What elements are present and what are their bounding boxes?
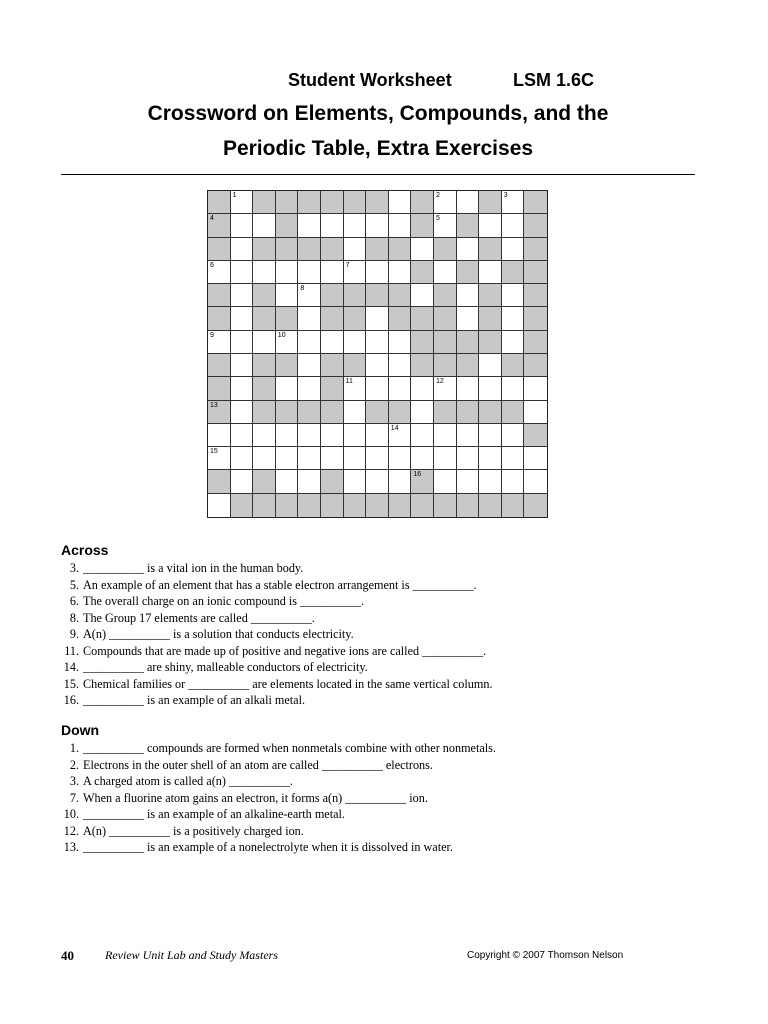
crossword-block-cell	[434, 401, 457, 424]
crossword-answer-cell[interactable]	[366, 470, 389, 493]
clue-item-text: Electrons in the outer shell of an atom are called __________ electrons.	[83, 757, 433, 772]
crossword-block-cell	[276, 354, 299, 377]
crossword-answer-cell[interactable]	[389, 470, 412, 493]
crossword-answer-cell[interactable]	[411, 447, 434, 470]
crossword-answer-cell[interactable]	[231, 401, 254, 424]
crossword-answer-cell[interactable]	[321, 331, 344, 354]
crossword-answer-cell[interactable]	[457, 377, 480, 400]
crossword-block-cell	[276, 494, 299, 517]
clue-item-number: 14.	[63, 660, 79, 674]
crossword-answer-cell[interactable]	[502, 424, 525, 447]
crossword-block-cell	[276, 191, 299, 214]
crossword-answer-cell[interactable]	[457, 191, 480, 214]
crossword-block-cell	[411, 191, 434, 214]
clue-number: 11	[345, 378, 353, 386]
crossword-answer-cell[interactable]	[366, 377, 389, 400]
clue-item	[61, 626, 701, 643]
crossword-block-cell	[321, 377, 344, 400]
clue-item-text: The Group 17 elements are called __________.	[83, 610, 315, 625]
crossword-block-cell	[298, 401, 321, 424]
crossword-answer-cell[interactable]	[411, 424, 434, 447]
crossword-answer-cell[interactable]	[457, 470, 480, 493]
clue-number: 14	[390, 424, 399, 432]
crossword-answer-cell[interactable]	[411, 238, 434, 261]
page-number: 40	[61, 948, 74, 963]
across-heading: Across	[61, 542, 109, 558]
crossword-answer-cell[interactable]	[502, 284, 525, 307]
crossword-answer-cell[interactable]	[344, 470, 367, 493]
crossword-block-cell	[524, 331, 547, 354]
crossword-block-cell	[298, 191, 321, 214]
crossword-block-cell	[411, 214, 434, 237]
crossword-answer-cell[interactable]	[298, 331, 321, 354]
crossword-answer-cell[interactable]	[253, 424, 276, 447]
crossword-block-cell	[344, 191, 367, 214]
crossword-answer-cell[interactable]	[231, 238, 254, 261]
crossword-block-cell	[344, 494, 367, 517]
crossword-block-cell	[434, 494, 457, 517]
clue-item-text: An example of an element that has a stable electron arrangement is __________.	[83, 577, 477, 592]
crossword-block-cell	[366, 494, 389, 517]
crossword-answer-cell[interactable]	[457, 424, 480, 447]
crossword-answer-cell[interactable]	[298, 261, 321, 284]
crossword-answer-cell[interactable]	[344, 377, 367, 400]
crossword-answer-cell[interactable]	[502, 191, 525, 214]
clue-item	[61, 790, 701, 807]
clue-item-text: __________ is an example of an alkali metal.	[83, 693, 306, 707]
crossword-answer-cell[interactable]	[231, 377, 254, 400]
crossword-block-cell	[253, 401, 276, 424]
clue-item	[61, 560, 701, 577]
lesson-code: LSM 1.6C	[513, 70, 595, 90]
crossword-answer-cell[interactable]	[457, 238, 480, 261]
crossword-answer-cell[interactable]	[231, 424, 254, 447]
crossword-answer-cell[interactable]	[231, 284, 254, 307]
clue-item-text: __________ are shiny, malleable conductors of electricity.	[83, 660, 368, 674]
crossword-answer-cell[interactable]	[208, 331, 231, 354]
crossword-block-cell	[457, 494, 480, 517]
crossword-block-cell	[434, 331, 457, 354]
crossword-answer-cell[interactable]	[298, 470, 321, 493]
clue-item	[61, 610, 701, 627]
crossword-block-cell	[276, 238, 299, 261]
crossword-answer-cell[interactable]	[502, 470, 525, 493]
crossword-answer-cell[interactable]	[231, 307, 254, 330]
crossword-block-cell	[276, 214, 299, 237]
crossword-block-cell	[321, 238, 344, 261]
crossword-block-cell	[479, 494, 502, 517]
down-clue-list	[61, 740, 701, 856]
crossword-block-cell	[457, 331, 480, 354]
crossword-block-cell	[411, 494, 434, 517]
clue-item-text: A(n) __________ is a positively charged ion.	[83, 823, 304, 838]
crossword-answer-cell[interactable]	[411, 284, 434, 307]
crossword-block-cell	[344, 284, 367, 307]
clue-item-text: A charged atom is called a(n) __________.	[83, 774, 293, 788]
crossword-answer-cell[interactable]	[208, 261, 231, 284]
crossword-block-cell	[208, 470, 231, 493]
clue-item-number: 11.	[64, 643, 79, 658]
crossword-answer-cell[interactable]	[231, 214, 254, 237]
clue-number: 16	[413, 471, 422, 479]
crossword-answer-cell[interactable]	[502, 214, 525, 237]
crossword-answer-cell[interactable]	[366, 354, 389, 377]
crossword-answer-cell[interactable]	[457, 307, 480, 330]
clue-item-number: 9.	[69, 627, 79, 641]
clue-item-number: 5.	[69, 577, 79, 592]
crossword-block-cell	[253, 307, 276, 330]
crossword-answer-cell[interactable]	[479, 214, 502, 237]
crossword-answer-cell[interactable]	[231, 447, 254, 470]
crossword-answer-cell[interactable]	[434, 191, 457, 214]
crossword-answer-cell[interactable]	[457, 447, 480, 470]
crossword-block-cell	[457, 214, 480, 237]
clue-item	[61, 593, 701, 610]
crossword-block-cell	[524, 284, 547, 307]
crossword-answer-cell[interactable]	[344, 214, 367, 237]
clue-item	[61, 643, 701, 660]
clue-item-text: A(n) __________ is a solution that conducts electricity.	[83, 627, 354, 641]
crossword-block-cell	[411, 307, 434, 330]
crossword-block-cell	[276, 307, 299, 330]
clue-item-text: __________ is an example of a nonelectrolyte when it is dissolved in water.	[83, 840, 453, 854]
crossword-block-cell	[321, 354, 344, 377]
clue-number: 3	[503, 192, 508, 199]
crossword-block-cell	[366, 191, 389, 214]
clue-item-number: 8.	[69, 610, 79, 625]
crossword-answer-cell[interactable]	[389, 331, 412, 354]
crossword-answer-cell[interactable]	[231, 261, 254, 284]
crossword-answer-cell[interactable]	[298, 377, 321, 400]
clue-item	[61, 823, 701, 840]
crossword-answer-cell[interactable]	[389, 424, 412, 447]
crossword-block-cell	[457, 261, 480, 284]
crossword-answer-cell[interactable]	[479, 470, 502, 493]
crossword-block-cell	[344, 354, 367, 377]
crossword-answer-cell[interactable]	[208, 447, 231, 470]
crossword-block-cell	[524, 214, 547, 237]
crossword-block-cell	[253, 238, 276, 261]
clue-item	[61, 773, 701, 790]
crossword-answer-cell[interactable]	[366, 424, 389, 447]
crossword-block-cell	[479, 284, 502, 307]
crossword-answer-cell[interactable]	[344, 447, 367, 470]
crossword-answer-cell[interactable]	[502, 331, 525, 354]
clue-item-text: When a fluorine atom gains an electron, it forms a(n) __________ ion.	[83, 790, 428, 805]
clue-item	[61, 757, 701, 774]
clue-item	[61, 839, 701, 856]
clue-item	[61, 806, 701, 823]
crossword-answer-cell[interactable]	[276, 424, 299, 447]
crossword-block-cell	[524, 424, 547, 447]
crossword-answer-cell[interactable]	[479, 354, 502, 377]
crossword-block-cell	[208, 284, 231, 307]
crossword-answer-cell[interactable]	[434, 424, 457, 447]
crossword-answer-cell[interactable]	[231, 331, 254, 354]
crossword-block-cell	[298, 494, 321, 517]
across-clue-list	[61, 560, 701, 709]
crossword-block-cell	[524, 191, 547, 214]
crossword-answer-cell[interactable]	[524, 447, 547, 470]
crossword-answer-cell[interactable]	[231, 354, 254, 377]
clue-item-number: 12.	[63, 823, 79, 838]
crossword-block-cell	[208, 238, 231, 261]
crossword-block-cell	[298, 238, 321, 261]
crossword-answer-cell[interactable]	[389, 261, 412, 284]
crossword-answer-cell[interactable]	[502, 307, 525, 330]
crossword-block-cell	[321, 470, 344, 493]
crossword-answer-cell[interactable]	[253, 214, 276, 237]
clue-number: 1	[232, 192, 237, 199]
crossword-block-cell	[366, 401, 389, 424]
page-title-line-1: Crossword on Elements, Compounds, and the	[147, 102, 609, 125]
crossword-answer-cell[interactable]	[389, 191, 412, 214]
clue-item-number: 13.	[63, 840, 79, 854]
clue-item-number: 16.	[63, 693, 79, 707]
crossword-answer-cell[interactable]	[502, 447, 525, 470]
crossword-answer-cell[interactable]	[298, 424, 321, 447]
crossword-block-cell	[321, 307, 344, 330]
crossword-block-cell	[253, 494, 276, 517]
clue-number: 4	[210, 215, 214, 223]
crossword-block-cell	[434, 238, 457, 261]
crossword-answer-cell[interactable]	[276, 261, 299, 284]
crossword-answer-cell[interactable]	[366, 331, 389, 354]
clue-item-number: 1.	[69, 741, 79, 755]
crossword-block-cell	[321, 284, 344, 307]
crossword-answer-cell[interactable]	[434, 470, 457, 493]
crossword-answer-cell[interactable]	[366, 307, 389, 330]
crossword-answer-cell[interactable]	[231, 470, 254, 493]
clue-item-number: 10.	[63, 807, 79, 821]
crossword-block-cell	[434, 354, 457, 377]
clue-item-text: __________ is an example of an alkaline-earth metal.	[83, 807, 345, 821]
clue-number: 8	[300, 285, 305, 293]
clue-item-number: 7.	[69, 790, 79, 805]
crossword-block-cell	[389, 238, 412, 261]
clue-item-number: 6.	[69, 594, 79, 608]
crossword-answer-cell[interactable]	[502, 377, 525, 400]
crossword-answer-cell[interactable]	[321, 214, 344, 237]
book-title: Review Unit Lab and Study Masters	[105, 948, 278, 962]
crossword-block-cell	[208, 307, 231, 330]
crossword-answer-cell[interactable]	[276, 470, 299, 493]
crossword-block-cell	[208, 191, 231, 214]
clue-item	[61, 692, 701, 709]
clue-number: 10	[277, 331, 286, 339]
crossword-answer-cell[interactable]	[276, 377, 299, 400]
crossword-answer-cell[interactable]	[434, 261, 457, 284]
crossword-block-cell	[411, 331, 434, 354]
clue-item-number: 3.	[69, 561, 79, 575]
crossword-block-cell	[411, 261, 434, 284]
crossword-answer-cell[interactable]	[366, 261, 389, 284]
crossword-answer-cell[interactable]	[344, 424, 367, 447]
page-title-line-2: Periodic Table, Extra Exercises	[222, 137, 534, 160]
crossword-answer-cell[interactable]	[479, 447, 502, 470]
crossword-answer-cell[interactable]	[253, 447, 276, 470]
crossword-answer-cell[interactable]	[434, 377, 457, 400]
clue-item-number: 3.	[69, 774, 79, 788]
crossword-block-cell	[479, 238, 502, 261]
crossword-block-cell	[502, 494, 525, 517]
crossword-block-cell	[479, 191, 502, 214]
crossword-answer-cell[interactable]	[298, 354, 321, 377]
crossword-block-cell	[389, 307, 412, 330]
crossword-block-cell	[321, 191, 344, 214]
crossword-block-cell	[344, 307, 367, 330]
clue-item-text: __________ is a vital ion in the human body.	[83, 561, 304, 575]
crossword-block-cell	[253, 191, 276, 214]
crossword-block-cell	[321, 494, 344, 517]
clue-item-text: The overall charge on an ionic compound is __________.	[83, 594, 365, 608]
clue-number: 9	[210, 331, 214, 339]
clue-item-text: Compounds that are made up of positive and negative ions are called __________.	[83, 643, 487, 658]
clue-item	[61, 676, 701, 693]
crossword-answer-cell[interactable]	[276, 447, 299, 470]
crossword-block-cell	[253, 284, 276, 307]
crossword-block-cell	[411, 354, 434, 377]
crossword-answer-cell[interactable]	[389, 354, 412, 377]
crossword-answer-cell[interactable]	[208, 494, 231, 517]
crossword-block-cell	[389, 494, 412, 517]
crossword-block-cell	[389, 401, 412, 424]
crossword-block-cell	[479, 331, 502, 354]
crossword-answer-cell[interactable]	[434, 447, 457, 470]
clue-item	[61, 740, 701, 757]
crossword-block-cell	[524, 238, 547, 261]
crossword-answer-cell[interactable]	[253, 261, 276, 284]
clue-number: 12	[436, 378, 444, 386]
crossword-block-cell	[434, 284, 457, 307]
crossword-answer-cell[interactable]	[366, 214, 389, 237]
clue-number: 7	[345, 261, 350, 269]
crossword-block-cell	[208, 377, 231, 400]
crossword-block-cell	[434, 307, 457, 330]
crossword-answer-cell[interactable]	[479, 261, 502, 284]
crossword-answer-cell[interactable]	[434, 214, 457, 237]
crossword-answer-cell[interactable]	[321, 447, 344, 470]
copyright-notice: Copyright © 2007 Thomson Nelson	[467, 950, 624, 961]
clue-number: 15	[210, 448, 218, 456]
clue-item-text: Chemical families or __________ are elements located in the same vertical column.	[83, 676, 493, 691]
clue-item	[61, 577, 701, 594]
crossword-block-cell	[502, 354, 525, 377]
crossword-grid	[207, 190, 548, 518]
crossword-answer-cell[interactable]	[276, 331, 299, 354]
crossword-answer-cell[interactable]	[524, 377, 547, 400]
crossword-block-cell	[253, 470, 276, 493]
crossword-answer-cell[interactable]	[321, 261, 344, 284]
crossword-block-cell	[253, 377, 276, 400]
crossword-answer-cell[interactable]	[389, 214, 412, 237]
crossword-answer-cell[interactable]	[479, 377, 502, 400]
crossword-answer-cell[interactable]	[321, 424, 344, 447]
clue-number: 13	[210, 401, 218, 409]
clue-item-number: 2.	[69, 757, 79, 772]
crossword-answer-cell[interactable]	[457, 284, 480, 307]
crossword-answer-cell[interactable]	[366, 447, 389, 470]
crossword-block-cell	[208, 354, 231, 377]
crossword-block-cell	[231, 494, 254, 517]
crossword-answer-cell[interactable]	[344, 238, 367, 261]
title-divider	[61, 174, 695, 175]
clue-item	[61, 659, 701, 676]
crossword-block-cell	[457, 354, 480, 377]
crossword-answer-cell[interactable]	[479, 424, 502, 447]
crossword-answer-cell[interactable]	[344, 331, 367, 354]
crossword-block-cell	[208, 401, 231, 424]
crossword-answer-cell[interactable]	[253, 331, 276, 354]
crossword-block-cell	[208, 214, 231, 237]
crossword-block-cell	[366, 238, 389, 261]
crossword-block-cell	[411, 470, 434, 493]
crossword-answer-cell[interactable]	[208, 424, 231, 447]
crossword-answer-cell[interactable]	[344, 401, 367, 424]
crossword-answer-cell[interactable]	[411, 401, 434, 424]
crossword-block-cell	[524, 354, 547, 377]
crossword-answer-cell[interactable]	[344, 261, 367, 284]
crossword-block-cell	[524, 261, 547, 284]
crossword-block-cell	[524, 307, 547, 330]
down-heading: Down	[61, 722, 100, 738]
crossword-answer-cell[interactable]	[524, 470, 547, 493]
crossword-block-cell	[479, 401, 502, 424]
crossword-answer-cell[interactable]	[502, 238, 525, 261]
sheet-label: Student Worksheet	[288, 70, 452, 90]
crossword-answer-cell[interactable]	[298, 284, 321, 307]
clue-item-number: 15.	[63, 676, 79, 691]
crossword-block-cell	[253, 354, 276, 377]
crossword-block-cell	[457, 401, 480, 424]
worksheet-header	[288, 70, 594, 91]
crossword-block-cell	[276, 401, 299, 424]
crossword-block-cell	[321, 401, 344, 424]
clue-number: 6	[210, 261, 214, 269]
clue-number: 5	[436, 215, 440, 223]
crossword-block-cell	[524, 494, 547, 517]
crossword-answer-cell[interactable]	[298, 214, 321, 237]
crossword-answer-cell[interactable]	[389, 447, 412, 470]
crossword-block-cell	[366, 284, 389, 307]
crossword-block-cell	[502, 401, 525, 424]
crossword-answer-cell[interactable]	[389, 377, 412, 400]
crossword-block-cell	[479, 307, 502, 330]
clue-number: 2	[436, 192, 440, 199]
crossword-answer-cell[interactable]	[298, 307, 321, 330]
crossword-block-cell	[502, 261, 525, 284]
crossword-block-cell	[389, 284, 412, 307]
crossword-answer-cell[interactable]	[298, 447, 321, 470]
crossword-answer-cell[interactable]	[231, 191, 254, 214]
crossword-answer-cell[interactable]	[524, 401, 547, 424]
crossword-answer-cell[interactable]	[276, 284, 299, 307]
crossword-answer-cell[interactable]	[411, 377, 434, 400]
clue-item-text: __________ compounds are formed when nonmetals combine with other nonmetals.	[83, 741, 496, 755]
